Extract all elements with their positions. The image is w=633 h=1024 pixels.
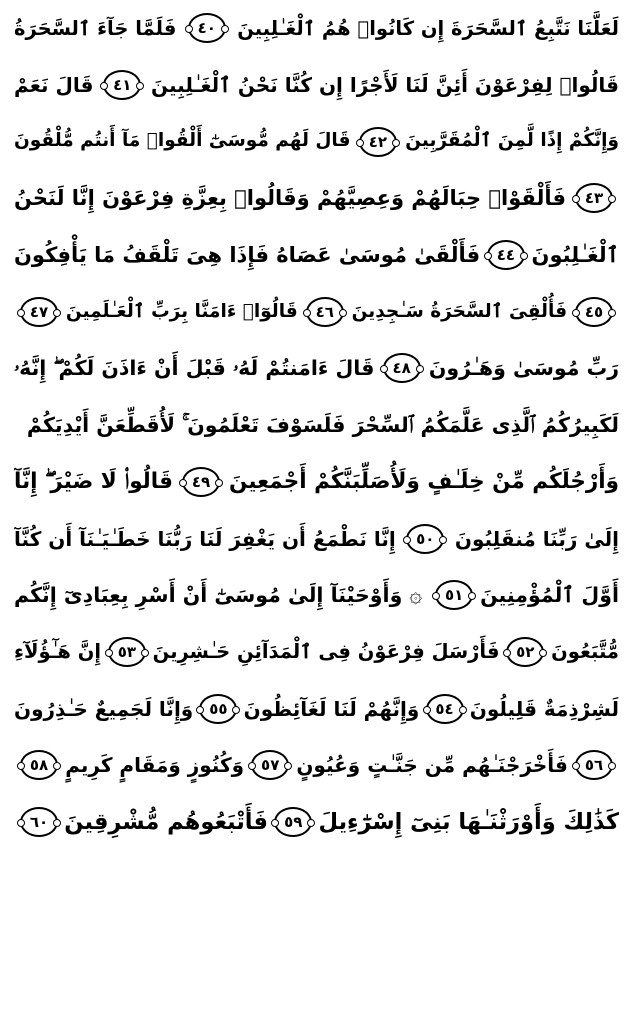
verse-text: فَأَلْقَوْا۟ حِبَالَهُمْ وَعِصِيَّهُمْ وَقَالُوا۟ بِعِزَّةِ فِرْعَوْنَ إِنَّا لَنَحْنُ [14,185,567,210]
verse-text: لَعَلَّنَا نَتَّبِعُ ٱلسَّحَرَةَ إِن كَانُوا۟ هُمُ ٱلْغَـٰلِبِينَ [237,16,619,40]
verse-line [14,170,619,227]
ayah-number-marker: ٤١ [103,70,141,100]
verse-text: رَبِّ مُوسَىٰ وَهَـٰرُونَ [428,356,619,381]
verse-text: إِلَىٰ رَبِّنَا مُنقَلِبُونَ [454,526,619,551]
hizb-mark-icon: ۞ [409,582,423,608]
verse-text: قَالُوا۟ لَا ضَيْرَ ۖ إِنَّآ [14,469,173,495]
ayah-number-marker: ٤٠ [188,13,226,43]
verse-text: فَأَتْبَعُوهُم مُّشْرِقِينَ [64,808,268,835]
verse-text: فَلَمَّا جَآءَ ٱلسَّحَرَةُ [14,16,177,40]
verse-text: إِنَّ هَـٰٓؤُلَآءِ [14,640,102,664]
ayah-number-marker: ٥٨ [20,750,58,780]
verse-text: وَأَوْحَيْنَآ إِلَىٰ مُوسَىٰٓ أَنْ أَسْرِ بِعِبَادِىٓ إِنَّكُم [14,582,403,607]
ayah-number-marker: ٤٦ [306,297,344,327]
verse-line [14,283,619,340]
verse-text: قَالَ لَهُم مُّوسَىٰٓ أَلْقُوا۟ مَآ أَنتُم مُّلْقُونَ [14,130,351,152]
verse-line [14,397,619,454]
ayah-number-marker: ٥١ [435,580,473,610]
verse-line [14,454,619,511]
verse-text: إِنَّا نَطْمَعُ أَن يَغْفِرَ لَنَا رَبُّنَا خَطَـٰيَـٰنَآ أَن كُنَّآ [14,526,396,551]
verse-text: لَشِرْذِمَةٌ قَلِيلُونَ [469,696,619,721]
verse-line [14,0,619,57]
verse-text: فَأَخْرَجْنَـٰهُم مِّن جَنَّـٰتٍ وَعُيُونٍ [296,753,568,778]
verse-text: قَالَ ءَامَنتُمْ لَهُۥ قَبْلَ أَنْ ءَاذَنَ لَكُمْ ۖ إِنَّهُۥ [14,356,375,381]
verse-line [14,227,619,284]
ayah-number-marker: ٤٤ [487,240,525,270]
verse-line [14,510,619,567]
verse-text: وَإِنَّا لَجَمِيعٌ حَـٰذِرُونَ [14,696,194,721]
ayah-number-marker: ٤٩ [182,467,220,497]
ayah-number-marker: ٥٧ [251,750,289,780]
ayah-number-marker: ٤٨ [383,353,421,383]
verse-text: أَوَّلَ ٱلْمُؤْمِنِينَ [480,582,619,607]
ayah-number-marker: ٦٠ [20,807,58,837]
verse-text: قَالُوٓا۟ ءَامَنَّا بِرَبِّ ٱلْعَـٰلَمِينَ [65,300,298,322]
ayah-number-marker: ٤٥ [575,297,613,327]
verse-line [14,340,619,397]
verse-line [14,737,619,794]
ayah-number-marker: ٤٢ [359,127,397,157]
ayah-number-marker: ٥٩ [274,807,312,837]
verse-text: وَأَرْجُلَكُم مِّنْ خِلَـٰفٍ وَلَأُصَلِّبَنَّكُمْ أَجْمَعِينَ [229,469,619,495]
verse-text: لَكَبِيرُكُمُ ٱلَّذِى عَلَّمَكُمُ ٱلسِّحْرَ فَلَسَوْفَ تَعْلَمُونَ ۚ لَأُقَطِّعَنَّ أَيْدِيَكُمْ [26,412,619,437]
verse-text: وَإِنَّكُمْ إِذًا لَّمِنَ ٱلْمُقَرَّبِينَ [405,130,619,152]
verse-text: ٱلْغَـٰلِبُونَ [531,242,619,267]
verse-line [14,113,619,170]
ayah-number-marker: ٥٢ [506,637,544,667]
verse-text: وَإِنَّهُمْ لَنَا لَغَآئِظُونَ [243,696,420,721]
verse-text: مُّتَّبَعُونَ [551,640,619,664]
quran-page [14,0,619,1024]
verse-text: فَأَرْسَلَ فِرْعَوْنُ فِى ٱلْمَدَآئِنِ حَـٰشِرِينَ [152,640,500,664]
verse-line [14,794,619,851]
verse-text: وَكُنُوزٍ وَمَقَامٍ كَرِيمٍ [65,753,245,778]
verse-text: قَالُوا۟ لِفِرْعَوْنَ أَئِنَّ لَنَا لَأَجْرًا إِن كُنَّا نَحْنُ ٱلْغَـٰلِبِينَ [151,73,619,98]
ayah-number-marker: ٥٦ [575,750,613,780]
ayah-number-marker: ٤٣ [575,183,613,213]
ayah-number-marker: ٤٧ [20,297,58,327]
verse-text: فَأَلْقَىٰ مُوسَىٰ عَصَاهُ فَإِذَا هِىَ تَلْقَفُ مَا يَأْفِكُونَ [14,242,481,267]
verse-text: كَذَٰلِكَ وَأَوْرَثْنَـٰهَا بَنِىٓ إِسْرَٰٓءِيلَ [318,808,619,835]
verse-line [14,567,619,624]
verse-text: فَأُلْقِىَ ٱلسَّحَرَةُ سَـٰجِدِينَ [351,300,568,322]
ayah-number-marker: ٥٥ [199,694,237,724]
verse-text: قَالَ نَعَمْ [14,73,94,98]
ayah-number-marker: ٥٣ [108,637,146,667]
ayah-number-marker: ٥٠ [406,524,444,554]
verse-line [14,624,619,681]
verse-line [14,680,619,737]
verse-line [14,57,619,114]
ayah-number-marker: ٥٤ [426,694,464,724]
